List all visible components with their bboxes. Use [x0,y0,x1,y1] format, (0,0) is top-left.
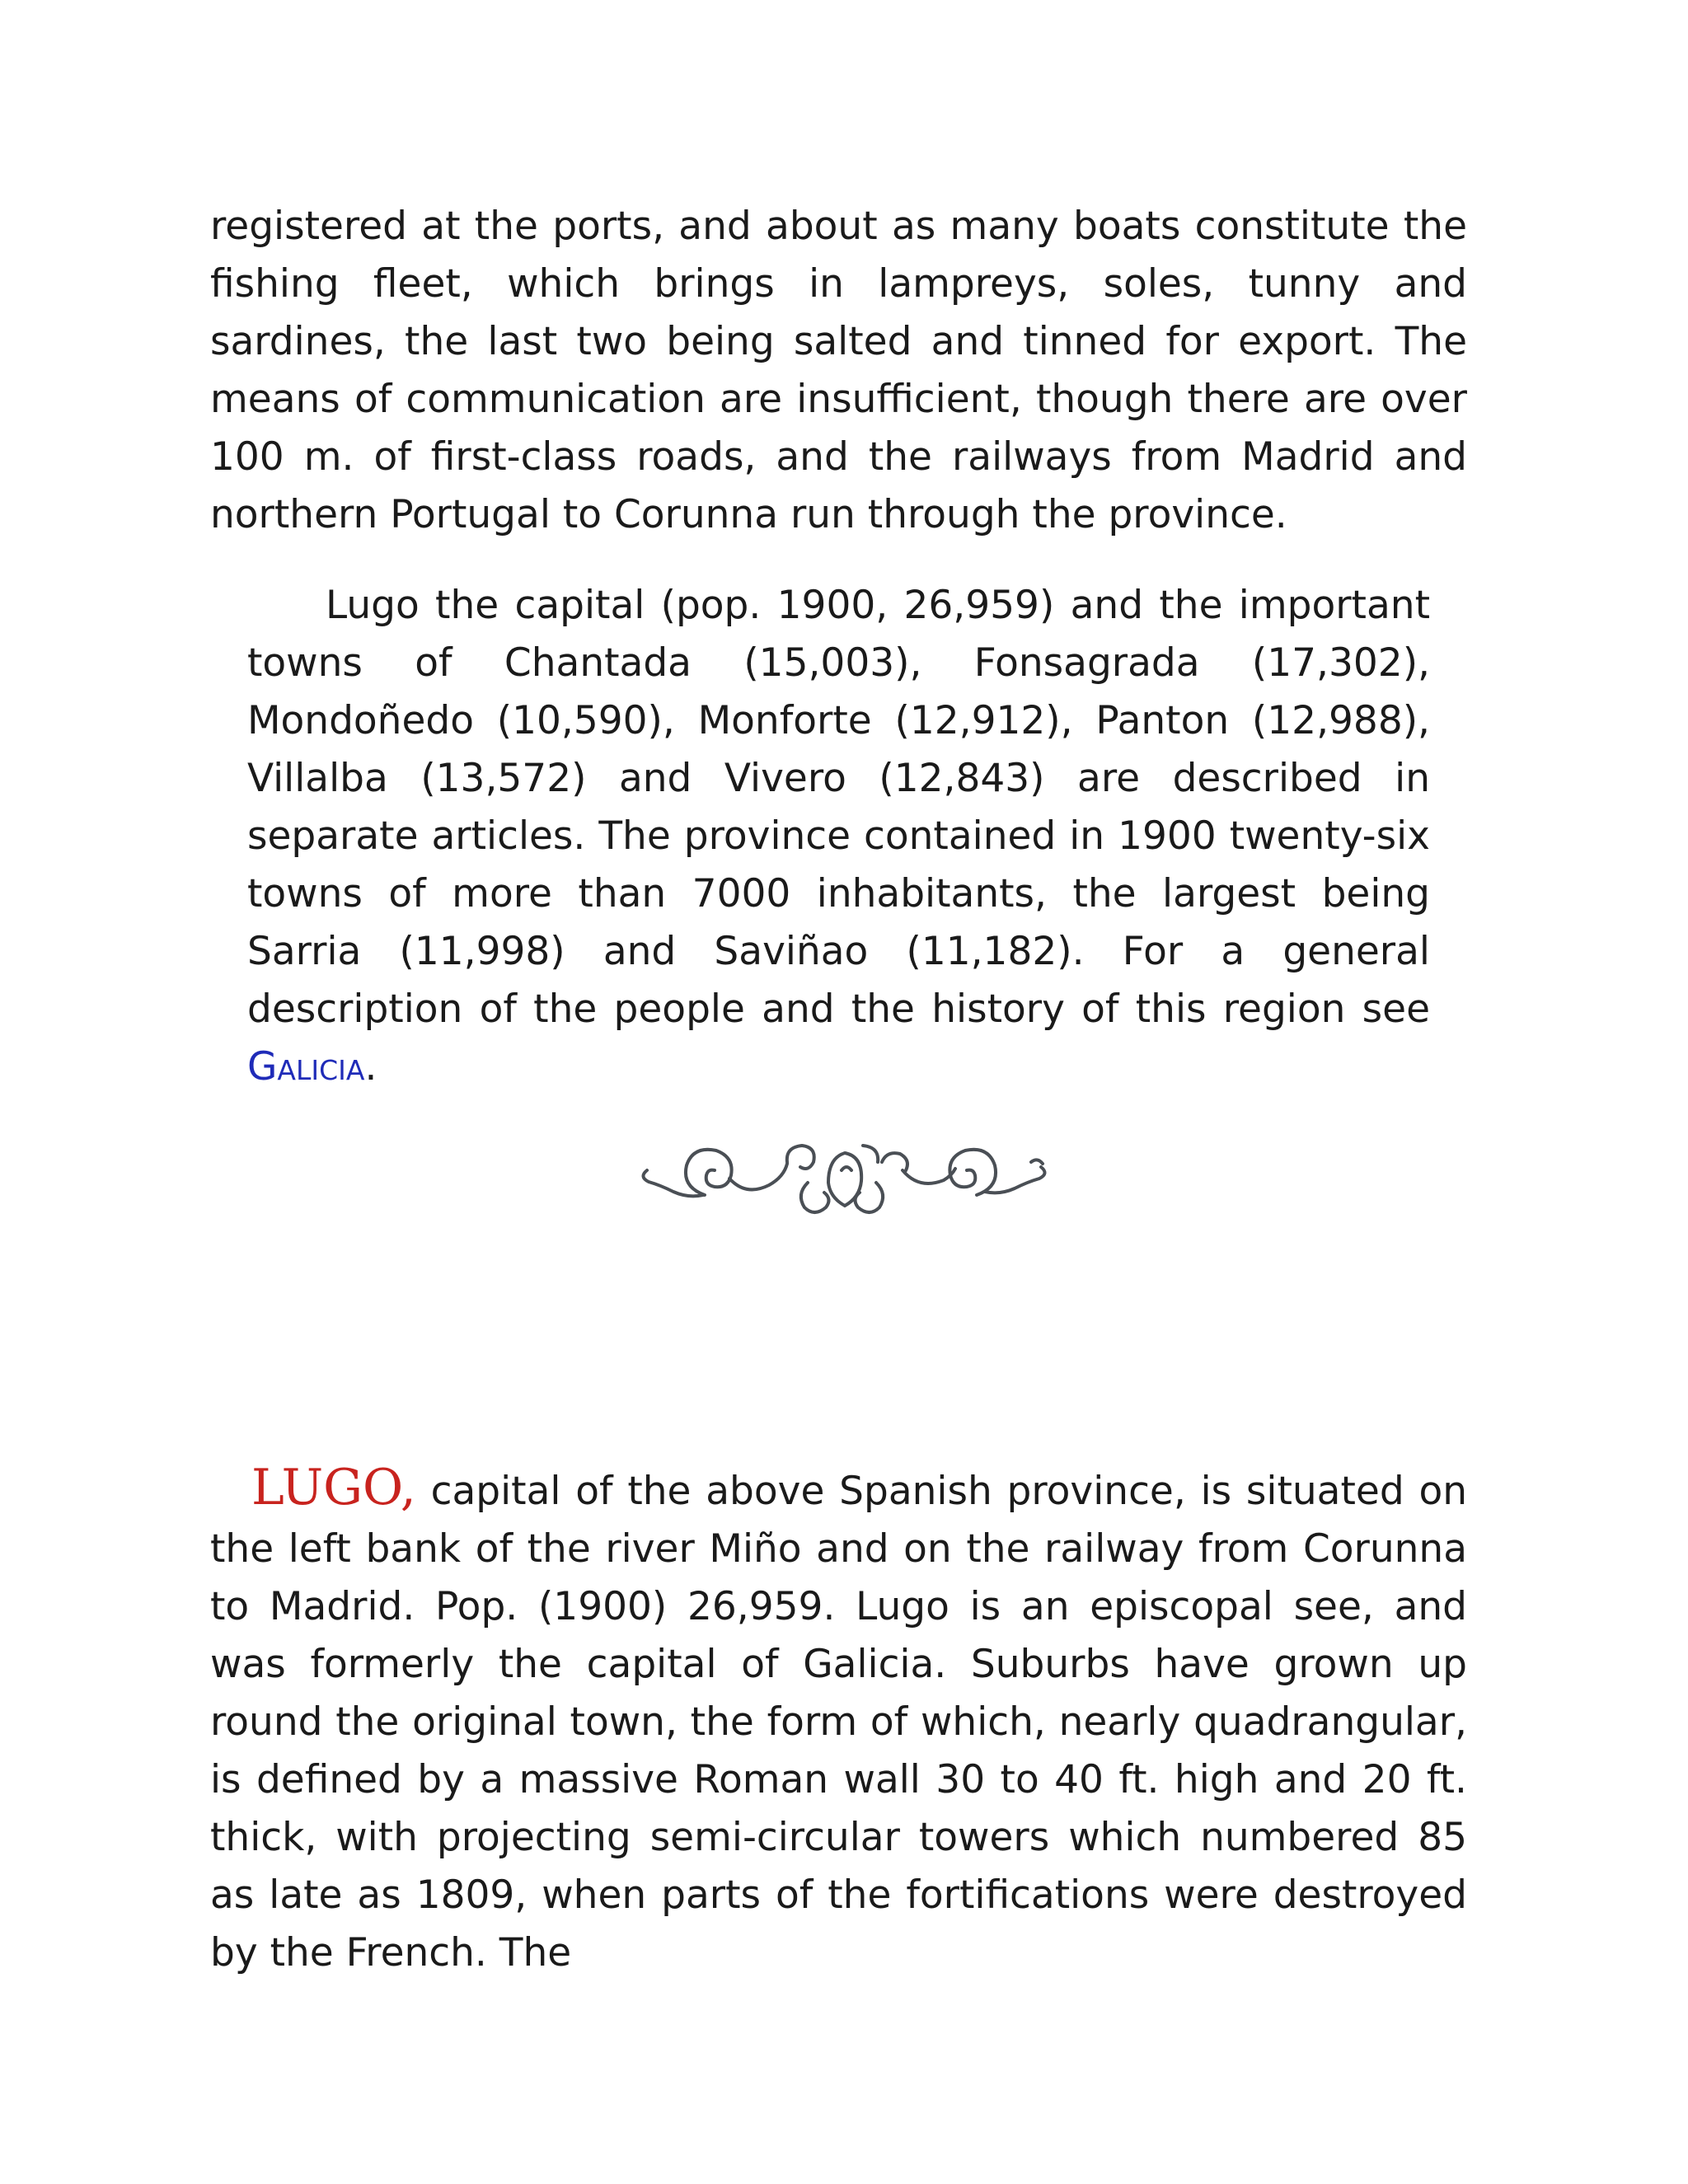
paragraph-text: capital of the above Spanish province, is situated on the left bank of the river Miño and on the railway from Corunna to Madrid. Pop. (1900) 26,959. Lugo is an episcopal see, and was formerly the capital of Galicia. Suburbs have grown up round the original town, the form of which, nearly quadrangular, is defined by a massive Roman wall 30 to 40 ft. high and 20 ft. thick, with projecting semi-circular towers which numbered 85 as late as 1809, when parts of the fortifications were destroyed by the French. The [210,1469,1467,1975]
paragraph-text: Lugo the capital (pop. 1900, 26,959) and the important towns of Chantada (15,003), Fonsagrada (17,302), Mondoñedo (10,590), Monforte (12,912), Panton (12,988), Villalba (13,572) and Vivero (12,843) are described in separate articles. The province contained in 1900 twenty-six towns of more than 7000 inhabitants, the largest being Sarria (11,998) and Saviñao (11,182). For a general description of the people and the history of this region see [247,583,1430,1032]
headword-lugo: LUGO, [251,1459,416,1516]
paragraph-lugo-towns [247,577,1430,1096]
paragraph-text: registered at the ports, and about as many boats constitute the fishing fleet, which brings in lampreys, soles, tunny and sardines, the last two being salted and tinned for export. The means of communication are insufficient, though there are over 100 m. of first-class roads, and the railways from Madrid and northern Portugal to Corunna run through the province. [210,204,1467,537]
galicia-link[interactable]: Galicia [247,1044,365,1090]
paragraph-lugo-city [210,1459,1467,1982]
decorative-scroll-ornament-icon [631,1137,1051,1228]
paragraph-lugo-province-end [210,198,1467,544]
paragraph-text-end: . [364,1044,377,1090]
